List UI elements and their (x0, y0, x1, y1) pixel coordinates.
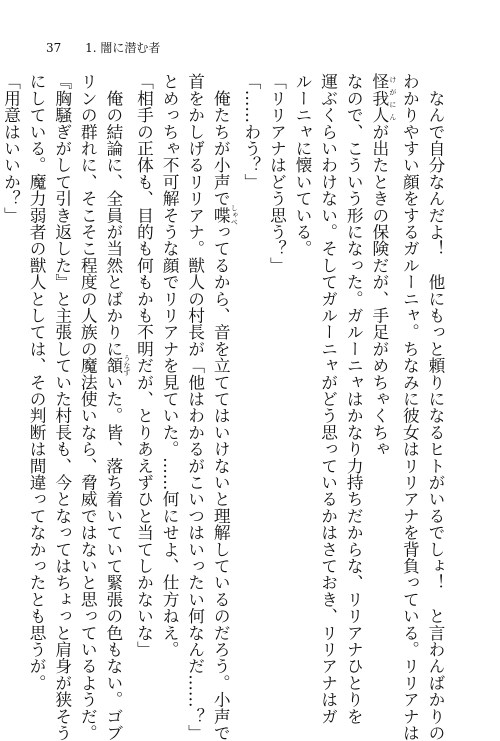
page-header (46, 41, 160, 55)
text-line: 「用意はいいか？」 (1, 73, 22, 224)
text-line: にしている。魔力弱者の獣人としては、その判断は間違ってなかったとも思うが。 (27, 73, 48, 691)
text-line: 「相手の正体も、目的も何もかも不明だが、とりあえずひと当てしかないな」 (134, 73, 155, 658)
text-line: 「リリアナはどう思う？」 (267, 73, 288, 274)
text-line: 俺の結論に、全員が当然とばかりに頷 うなずいた。皆、落ち着いていて緊張の色もない。ゴブ (103, 73, 131, 741)
ruby-annotation: 頷 うなず (103, 354, 131, 376)
text-line: なので、こういう形になった。ガルーニャはかなり力持ちだからな、リリアナひとりを (344, 73, 365, 725)
text-line: とめっちゃ不可解そうな顔でリリアナを見ていた。……何にせよ、仕方ねえ。 (160, 73, 181, 658)
text-line: 運ぶくらいわけない。そしてガルーニャがどう思っているかはさておき、リリアナはガ (318, 73, 339, 725)
text-line: 首をかしげるリリアナ。獣人の村長が「他はわかるがこいつはいったい何なんだ……？」 (185, 73, 206, 741)
text-line: 『胸騒ぎがして引き返した』と主張していた村長も、今となってはちょっと肩身が狭そう (52, 73, 73, 741)
page-number: 37 (46, 41, 62, 55)
text-line: 怪我人 けがにんが出たときの保険だが、手足がめちゃくちゃ (369, 73, 397, 458)
text-line: 俺たちが小声で喋 しゃべってるから、音を立ててはいけないと理解しているのだろう。小声で (211, 73, 239, 741)
chapter-title: 1. 闇に潜む者 (85, 41, 161, 55)
vertical-text-body (1, 73, 448, 741)
text-line: ルーニャに懐いている。 (293, 73, 314, 257)
text-line: わかりやすい顔をするガルーニャ。ちなみに彼女はリリアナを背負っている。リリアナは (400, 73, 421, 741)
text-line: なんで自分なんだよ！ 他にもっと頼りになるヒトがいるでしょ！ と言わんばかりの (426, 73, 446, 741)
text-line: 「……わう？」 (241, 73, 262, 190)
text-line: リンの群れに、そこそこ程度の人族の魔法使いなら、脅威ではないと思っているようだ。 (78, 73, 99, 741)
ruby-annotation: 喋 しゃべ (211, 204, 239, 226)
ruby-annotation: 怪我人 けがにん (369, 73, 397, 124)
